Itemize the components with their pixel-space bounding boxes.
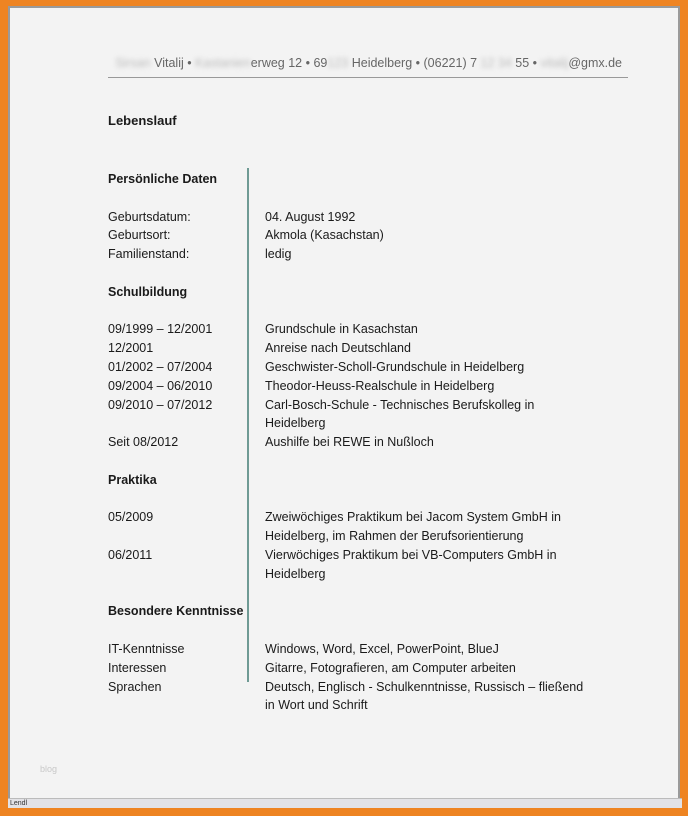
- row-label: Interessen: [108, 660, 167, 675]
- row-label: 06/2011: [108, 547, 153, 562]
- row-label: 12/2001: [108, 341, 154, 356]
- cv-row: [108, 358, 628, 377]
- row-value: Aushilfe bei REWE in Nußloch: [265, 435, 434, 450]
- section-heading: Schulbildung: [108, 284, 188, 299]
- cv-row: [108, 640, 628, 659]
- row-value: Geschwister-Scholl-Grundschule in Heidelberg: [265, 359, 525, 374]
- row-value: Anreise nach Deutschland: [265, 341, 411, 356]
- status-text: Lendl: [10, 800, 28, 807]
- row-label: Seit 08/2012: [108, 435, 179, 450]
- blurred-phone: 12 34: [480, 56, 512, 70]
- row-value: Zweiwöchiges Praktikum bei Jacom System GmbH in Heidelberg, im Rahmen der Berufsorientierung: [265, 510, 561, 544]
- cv-row: [108, 659, 628, 678]
- section-heading: Persönliche Daten: [108, 172, 218, 186]
- blurred-name: Sirsan: [115, 56, 151, 70]
- row-label: IT-Kenntnisse: [108, 641, 185, 656]
- phone-end: 55: [515, 56, 530, 70]
- row-label: 09/2010 – 07/2012: [108, 397, 213, 412]
- row-label: 05/2009: [108, 510, 154, 525]
- email: @gmx.de: [568, 56, 622, 70]
- blurred-zip: 123: [327, 56, 349, 70]
- cv-body: [108, 170, 628, 715]
- row-value: Vierwöchiges Praktikum bei VB-Computers GmbH in Heidelberg: [265, 547, 557, 581]
- row-value: Carl-Bosch-Schule - Technisches Berufskolleg in Heidelberg: [265, 397, 535, 431]
- row-label: Familienstand:: [108, 247, 190, 262]
- blurred-street: Kastanien: [195, 56, 251, 70]
- blurred-email: vitalij: [540, 56, 569, 70]
- cv-row: [108, 546, 628, 584]
- row-value: 04. August 1992: [265, 209, 356, 224]
- row-label: 01/2002 – 07/2004: [108, 359, 213, 374]
- cv-row: [108, 678, 628, 716]
- row-label: Geburtsdatum:: [108, 209, 191, 224]
- section-heading: Besondere Kenntnisse: [108, 604, 244, 619]
- zip: 69: [313, 56, 328, 70]
- row-value: Grundschule in Kasachstan: [265, 322, 418, 337]
- row-value: Theodor-Heuss-Realschule in Heidelberg: [265, 378, 495, 393]
- header-divider: [108, 77, 628, 78]
- city: Heidelberg: [351, 56, 413, 70]
- cv-row: [108, 433, 628, 452]
- status-bar: [8, 798, 682, 808]
- contact-header: Sirsan Vitalij • Kastanienerweg 12 • 69123 Heidelberg • (06221) 7 12 34 55 • vitalij@gmx.de: [115, 56, 622, 70]
- cv-row: [108, 320, 628, 339]
- cv-row: [108, 508, 628, 546]
- street: erweg 12: [250, 56, 303, 70]
- page-title: Lebenslauf: [108, 113, 177, 128]
- phone: (06221) 7: [423, 56, 478, 70]
- row-label: Geburtsort:: [108, 228, 171, 243]
- row-label: Sprachen: [108, 679, 162, 694]
- cv-row: [108, 396, 628, 434]
- watermark: blog: [40, 764, 58, 774]
- cv-row: [108, 208, 628, 227]
- row-label: 09/1999 – 12/2001: [108, 322, 213, 337]
- cv-row: [108, 377, 628, 396]
- row-value: ledig: [265, 247, 292, 262]
- cv-row: [108, 226, 628, 245]
- row-value: Gitarre, Fotografieren, am Computer arbeiten: [265, 660, 516, 675]
- name: Vitalij: [154, 56, 184, 70]
- row-value: Akmola (Kasachstan): [265, 228, 384, 243]
- cv-row: [108, 339, 628, 358]
- section-heading: Praktika: [108, 472, 157, 487]
- row-value: Deutsch, Englisch - Schulkenntnisse, Russisch – fließend in Wort und Schrift: [265, 679, 584, 713]
- row-label: 09/2004 – 06/2010: [108, 378, 213, 393]
- cv-row: [108, 245, 628, 264]
- row-value: Windows, Word, Excel, PowerPoint, BlueJ: [265, 641, 499, 656]
